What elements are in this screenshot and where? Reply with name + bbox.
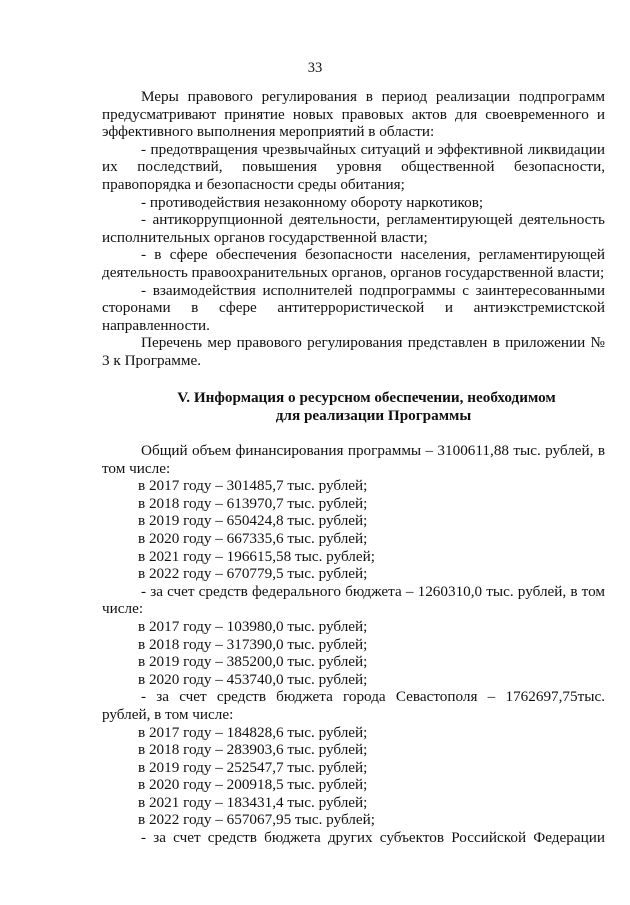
section-heading-line2: для реализации Программы — [275, 407, 472, 424]
funding-federal-year: в 2020 году – 453740,0 тыс. рублей; — [138, 670, 368, 688]
funding-city-year: в 2017 году – 184828,6 тыс. рублей; — [138, 723, 368, 741]
funding-city-year: в 2019 году – 252547,7 тыс. рублей; — [138, 758, 368, 776]
page-number: 33 — [307, 60, 323, 76]
legal-measure-item: - взаимодействия исполнителей подпрограммы с заинтересованными сторонами в сфере антитеррористической и антиэкстремистской направленности. — [102, 281, 605, 334]
funding-total-year: в 2019 году – 650424,8 тыс. рублей; — [138, 512, 368, 530]
funding-section — [102, 442, 605, 847]
legal-measure-item: - в сфере обеспечения безопасности населения, регламентирующей деятельность правоохранительных органов, органов государственной власти; — [102, 246, 605, 281]
legal-measures-section — [102, 88, 605, 370]
funding-federal-year: в 2017 году – 103980,0 тыс. рублей; — [138, 617, 368, 635]
funding-city-year: в 2022 году – 657067,95 тыс. рублей; — [138, 811, 375, 829]
funding-city-year: в 2018 году – 283903,6 тыс. рублей; — [138, 741, 368, 759]
funding-federal-year: в 2018 году – 317390,0 тыс. рублей; — [138, 635, 368, 653]
funding-total-year: в 2020 году – 667335,6 тыс. рублей; — [138, 529, 368, 547]
section-heading-line1: V. Информация о ресурсном обеспечении, необходимом — [177, 389, 556, 406]
funding-federal-year: в 2019 году – 385200,0 тыс. рублей; — [138, 653, 368, 671]
legal-measure-item: - противодействия незаконному обороту наркотиков; — [141, 193, 484, 211]
funding-city-year: в 2020 году – 200918,5 тыс. рублей; — [138, 776, 368, 794]
funding-federal-intro: - за счет средств федерального бюджета – 1260310,0 тыс. рублей, в том числе: — [102, 582, 605, 618]
funding-total-year: в 2017 году – 301485,7 тыс. рублей; — [138, 477, 368, 495]
funding-total-year: в 2022 году – 670779,5 тыс. рублей; — [138, 565, 368, 583]
section-heading — [102, 389, 605, 425]
legal-measure-item: - предотвращения чрезвычайных ситуаций и эффективной ликвидации их последствий, повышения уровня общественной безопасности, правопорядка и безопасности среды обитания; — [102, 140, 605, 193]
legal-measures-reference: Перечень мер правового регулирования представлен в приложении № 3 к Программе. — [102, 334, 605, 369]
funding-total-year: в 2021 году – 196615,58 тыс. рублей; — [138, 547, 375, 565]
funding-other-intro: - за счет средств бюджета других субъектов Российской Федерации — [141, 829, 605, 847]
funding-total-intro: Общий объем финансирования программы – 3100611,88 тыс. рублей, в том числе: — [102, 442, 605, 477]
funding-city-year: в 2021 году – 183431,4 тыс. рублей; — [138, 793, 368, 811]
legal-measures-intro: Меры правового регулирования в период реализации подпрограмм предусматривают принятие новых правовых актов для своевременного и эффективного выполнения мероприятий в области: — [102, 88, 605, 141]
funding-total-year: в 2018 году – 613970,7 тыс. рублей; — [138, 494, 368, 512]
legal-measure-item: - антикоррупционной деятельности, регламентирующей деятельность исполнительных органов государственной власти; — [102, 211, 605, 246]
funding-city-intro: - за счет средств бюджета города Севастополя – 1762697,75тыс. рублей, в том числе: — [102, 688, 605, 723]
